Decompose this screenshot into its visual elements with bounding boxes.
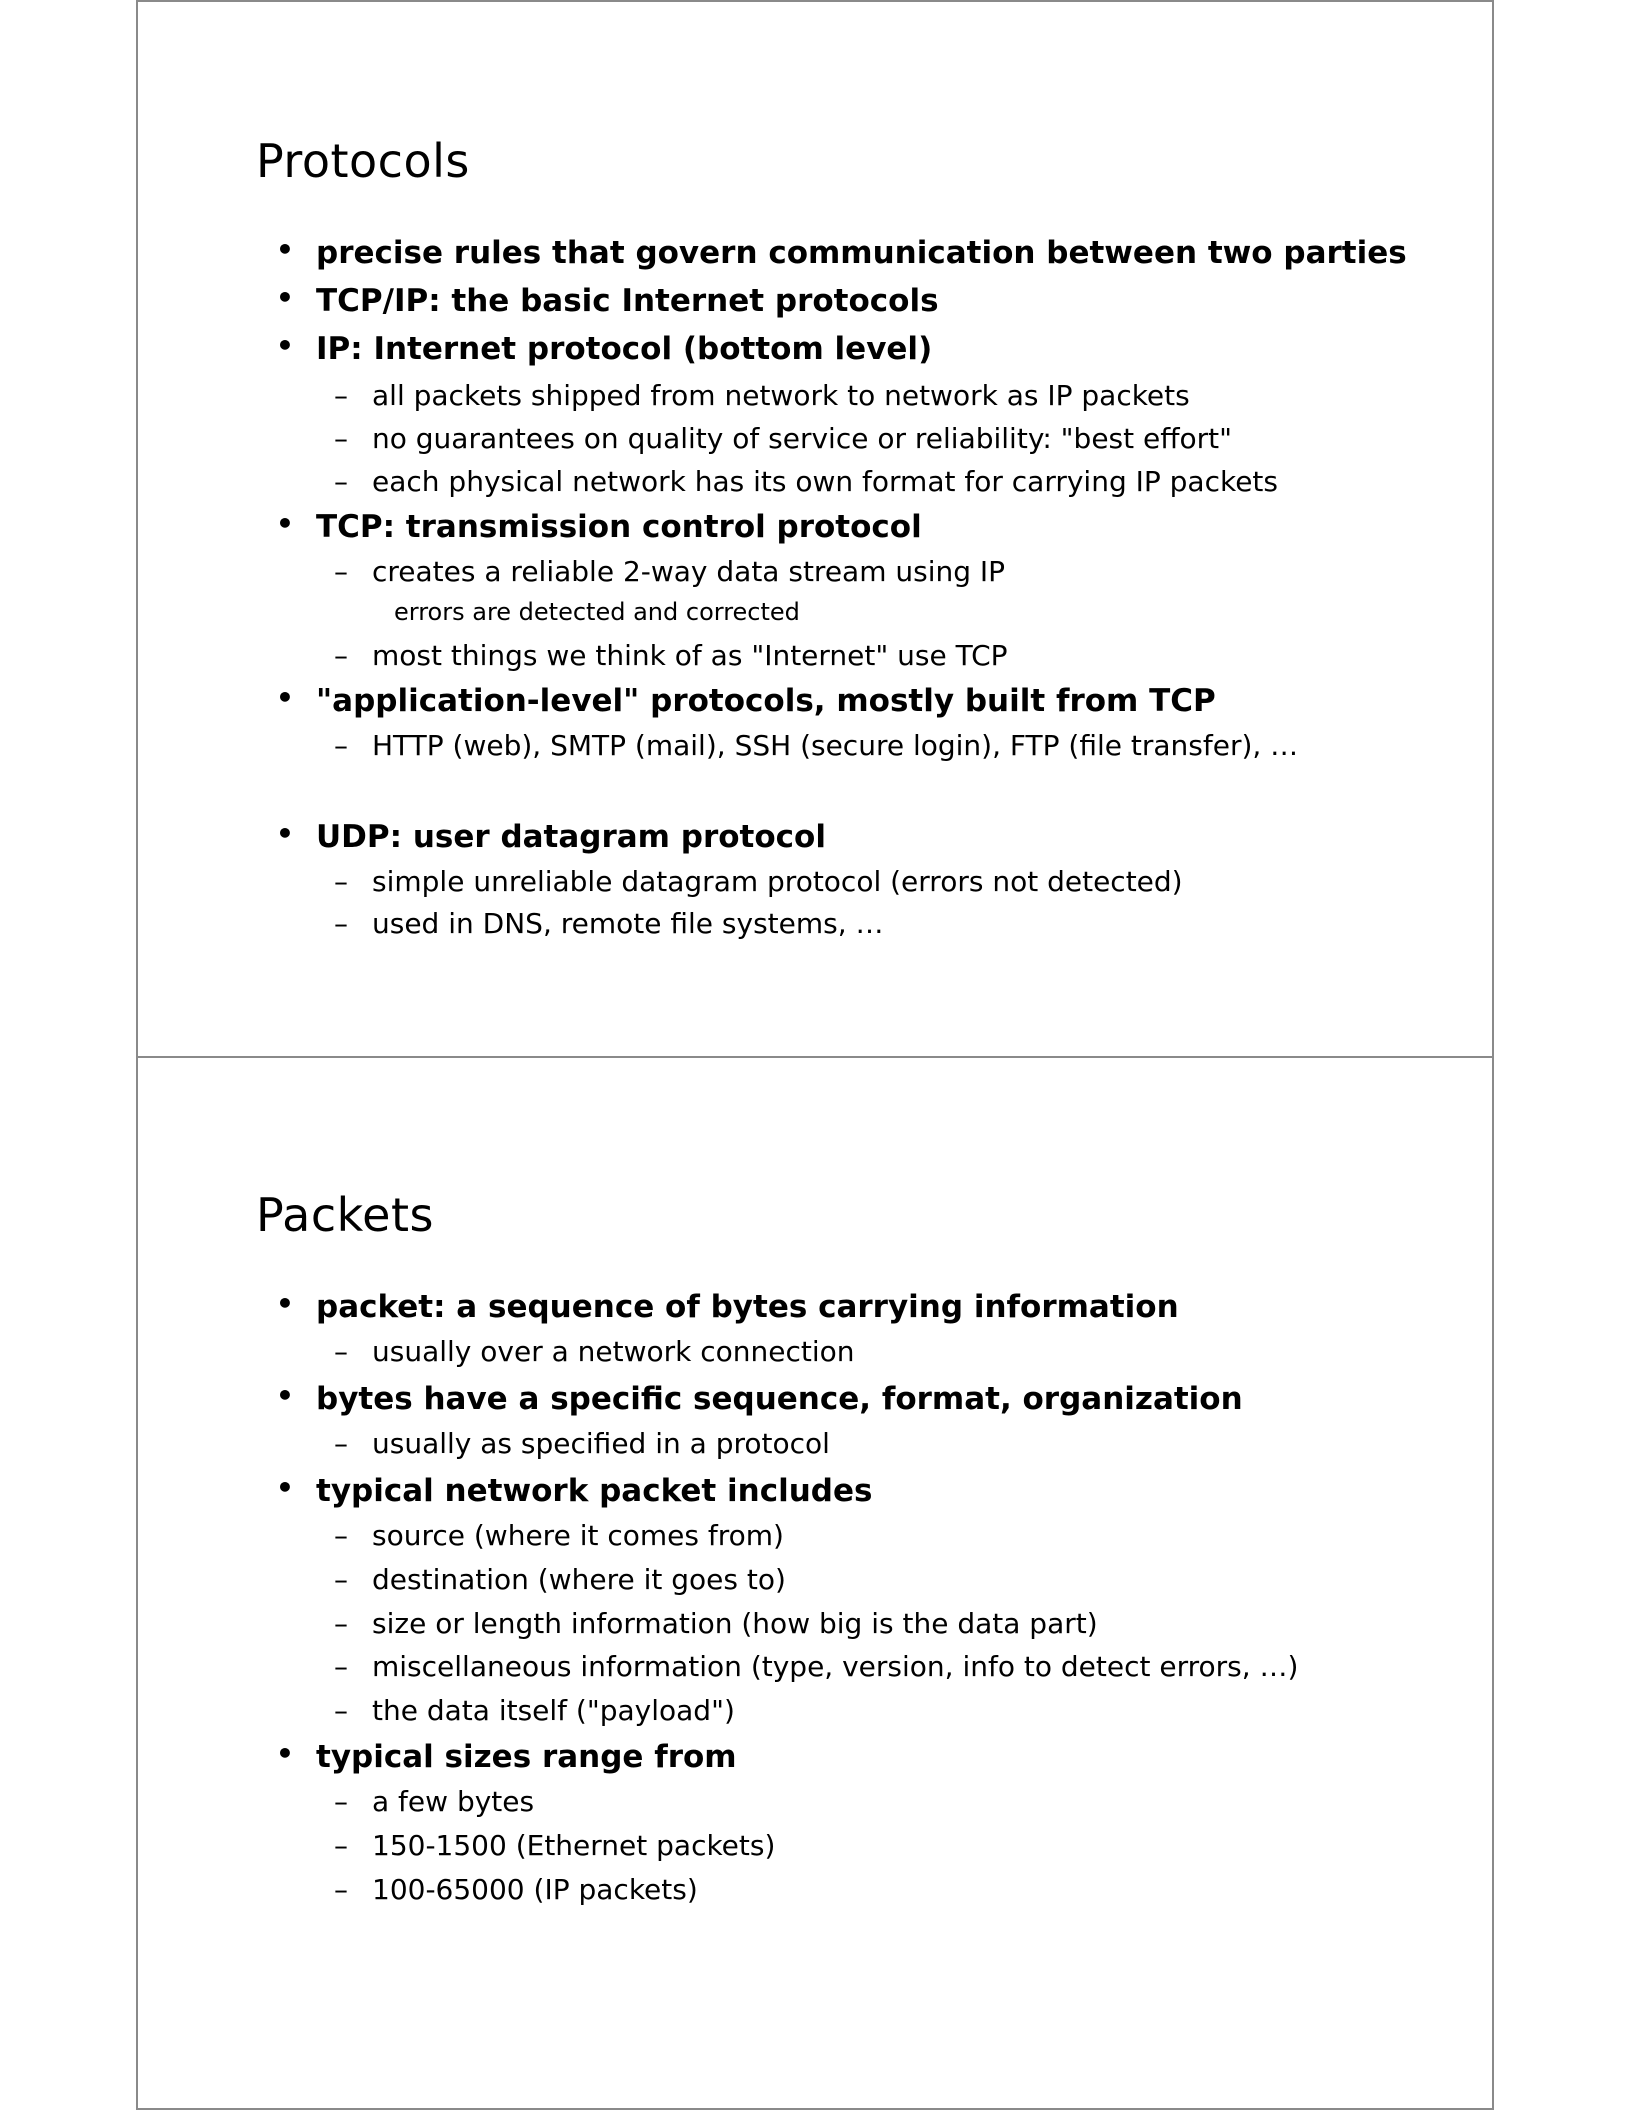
dash-marker: – <box>334 422 348 455</box>
dash-marker: – <box>334 1873 348 1906</box>
dash-marker: – <box>334 465 348 498</box>
slide-title: Packets <box>256 1188 434 1242</box>
dash-marker: – <box>334 729 348 762</box>
dash-marker: – <box>334 1785 348 1818</box>
bullet-marker: • <box>276 507 294 540</box>
bullet-marker: • <box>276 1471 294 1504</box>
dash-marker: – <box>334 907 348 940</box>
bullet-marker: • <box>276 681 294 714</box>
dash-marker: – <box>334 379 348 412</box>
dash-marker: – <box>334 639 348 672</box>
dash-marker: – <box>334 865 348 898</box>
slide-title: Protocols <box>256 134 470 188</box>
bullet-marker: • <box>276 817 294 850</box>
bullet-marker: • <box>276 233 294 266</box>
dash-marker: – <box>334 1650 348 1683</box>
bullet-marker: • <box>276 1287 294 1320</box>
dash-marker: – <box>334 1607 348 1640</box>
bullet-marker: • <box>276 1737 294 1770</box>
dash-marker: – <box>334 1427 348 1460</box>
bullet-marker: • <box>276 1379 294 1412</box>
dash-marker: – <box>334 1335 348 1368</box>
slide-packets: Packets • packet: a sequence of bytes carrying information – usually over a network connection • bytes have a specific sequence, format, organization – usually as specified in a protocol • typical network packet includes – source (where it comes from) – destination (where it goes to) – size or length information (how big is the data part) – miscellaneous information (type, version, info to detect errors, …) – the data itself ("payload") • typical sizes range from – a few bytes – 150-1500 (Ethernet packets) – 100-65000 (IP packets) <box>136 1056 1494 2110</box>
dash-marker: – <box>334 1519 348 1552</box>
bullet-marker: • <box>276 329 294 362</box>
dash-marker: – <box>334 1563 348 1596</box>
dash-marker: – <box>334 1694 348 1727</box>
dash-marker: – <box>334 555 348 588</box>
sub-sub-item: errors are detected and corrected <box>394 598 800 626</box>
slide-protocols: Protocols • precise rules that govern communication between two parties • TCP/IP: the basic Internet protocols • IP: Internet protocol (bottom level) – all packets shipped from network to network as IP packets – no guarantees on quality of service or reliability: "best effort" – each physical network has its own format for carrying IP packets • TCP: transmission control protocol – creates a reliable 2-way data stream using IP errors are detected and corrected – most things we think of as "Internet" use TCP • "application-level" protocols, mostly built from TCP – HTTP (web), SMTP (mail), SSH (secure login), FTP (file transfer), … • UDP: user datagram protocol – simple unreliable datagram protocol (errors not detected) – used in DNS, remote file systems, … <box>136 0 1494 1058</box>
dash-marker: – <box>334 1829 348 1862</box>
bullet-marker: • <box>276 281 294 314</box>
